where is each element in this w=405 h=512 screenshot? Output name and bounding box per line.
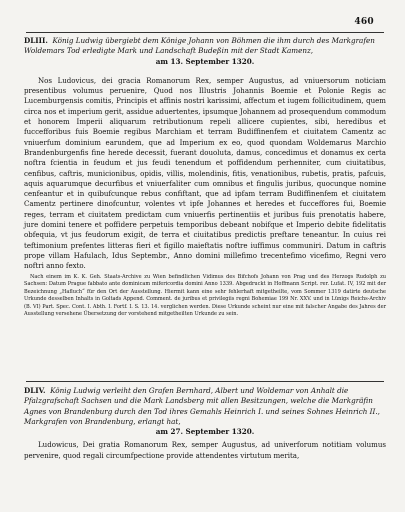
document-dliv <box>24 386 386 461</box>
section-rule <box>26 381 384 382</box>
heading-date: am 27. September 1320. <box>155 427 255 437</box>
document-body: Nos Ludovicus, dei gracia Romanorum Rex, semper Augustus, ad vniuersorum noticiam presentibus volumus peruenire, Quod nos Illustris Johannis Boemie et Polonie Regis ac Lucemburgensis comitis, Principis et affinis nostri karissimi, affectum et iugem follicitudinem, quem circa nos et imperium gerit, assidue aduertentes, ipsumque Johannem ad prosequendum commodum et honorem Imperii aliquarum retributionum repeli allicere cupientes, sibi, heredibus et fuccefforibus fuis Boemie regibus Marchiam et terram Budiffinenfem et ciuitatem Camentz ac vniuerfum dominium earundem, que ad Imperium ex eo, quod quondam Woldemarus Marchio Brandenburgenfis fine herede decessit, fuerant douoluta, damus, concedimus et donamus ex certa noftra fcientia in feudum et jus feudi tenendum et poffidendum perhenniter, cum ciuitatibus, cenfibus, caftris, municionibus, opidis, villis, molendinis, fitis, venationibus, rubetis, pratis, pafcuis, aquis aquarumque decurfibus et vniuerfaliter cum omnibus et fingulis juribus, quocunque nomine cenfeantur et in quibufcunque rebus confiftant, que ad ipfam terram Budiffinenfem et ciuitatem Camentz pertinere dinofcuntur, volentes vt ipfe Johannes et heredes et fucceffores fui, Boemie reges, terram et ciuitatem predictam cum vniuerfis pertinentiis et juribus fuis prenotatis habere, jure domini tenere et poffidere perpetuis temporibus debeant nobifque et Imperio debite fidelitatis obfequia, vt jus feudorum exigit, de terra et ciuitatibus predictis preftare teneantur. In cuius rei teftimonium prefentes litteras fieri et figillo maieftatis noftre iuffimus communiri. Datum in caftris prope villam Hafulach, Idus Septembr., Anno domini millefimo trecentefimo vicefimo, Regni vero noftri anno fexto. <box>24 75 386 271</box>
page-number: 460 <box>354 17 374 27</box>
source-note: Nach einem im K. K. Geh. Staats-Archive zu Wien befindlichen Vidimus des Bifchofs Johann von Prag und des Herzogs Rudolph zu Sachsen: Datum Prague fabbato ante dominicam mifericordia domini Anno 1339. Abgedruckt in Hoffmann Script. rer. Lufat. IV, 192 mit der Bezeichnung „Hafluch“ für den Ort der Ausstellung. Hiermit kann eine sehr fehlerhaft mitgetheilte, vom Sommer 1319 datirte deutsche Urkunde desselben Inhalts in Goltads Append. Comment. de juribus et privilegiis regni Bohemiae 199 Nr. XXV. und in Lünigs Reichs-Archiv (B. VI) Part. Spec. Cont. I. Abth. I. Fortf. I. S. 13. 14. verglichen werden. Diese Urkunde scheint nur eine mit falscher Angabe des Jahres der Ausstellung versehene Übersetzung der vorstehend mitgetheilten Urkunde zu sein. <box>24 273 386 318</box>
document-number: DLIII. <box>24 36 48 45</box>
document-number: DLIV. <box>24 386 46 395</box>
heading-text: König Ludwig übergiebt dem Könige Johann von Böhmen die ihm durch des Markgrafen Woldemars Tod erledigte Mark und Landschaft Budeßin mit der Stadt Kamenz, <box>24 36 375 56</box>
document-heading <box>24 386 386 437</box>
document-body: Ludowicus, Dei gratia Romanorum Rex, semper Augustus, ad univerforum notitiam volumus pervenire, quod regali circumfpectione provide attendentes virtutum merita, <box>24 440 386 460</box>
heading-text: König Ludwig verleiht den Grafen Bernhard, Albert und Woldemar von Anhalt die Pfalzgrafschaft Sachsen und die Mark Landsberg mit allen Besitzungen, welche die Markgräfin Agnes von Brandenburg durch den Tod ihres Gemahls Heinrich I. und seines Sohnes Heinrich II., Markgrafen von Brandenburg, erlangt hat, <box>24 386 380 426</box>
document-dliii <box>24 36 386 319</box>
document-heading <box>24 36 386 67</box>
header-rule <box>26 32 384 33</box>
heading-date: am 13. September 1320. <box>155 56 255 66</box>
